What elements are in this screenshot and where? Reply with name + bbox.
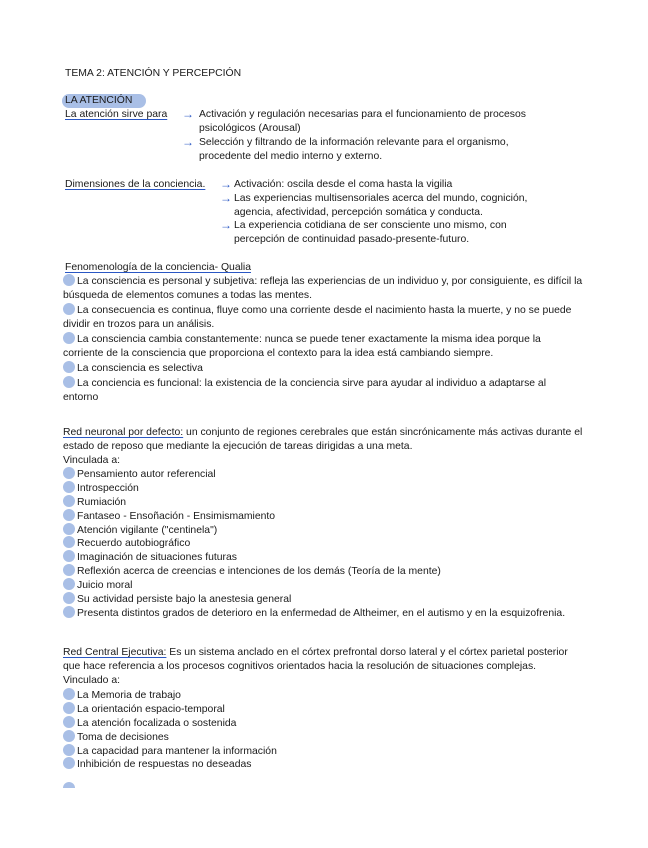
list-item: La Memoria de trabajo <box>63 688 277 702</box>
list-item: Su actividad persiste bajo la anestesia general <box>63 592 583 606</box>
bullet-icon <box>63 716 75 728</box>
bullet-icon <box>63 564 75 576</box>
bullet-icon <box>63 578 75 590</box>
arrow-icon: → <box>182 107 194 121</box>
bullet-icon <box>63 702 75 714</box>
red-ejecutiva-list <box>63 688 277 771</box>
atencion-label: La atención sirve para <box>65 109 168 120</box>
bullet-icon <box>63 376 75 388</box>
bullet-icon <box>63 730 75 742</box>
vinculada-label: Vinculada a: <box>63 455 121 466</box>
list-item: Fantaseo - Ensoñación - Ensimismamiento <box>63 509 583 523</box>
arrow-icon: → <box>220 191 232 205</box>
list-item: Pensamiento autor referencial <box>63 467 583 481</box>
list-item: La capacidad para mantener la información <box>63 744 277 758</box>
arrow-icon: → <box>220 177 232 191</box>
bullet-icon <box>63 757 75 769</box>
atencion-item-2: Selección y filtrando de la información relevante para el organismo, procedente del medio interno y externo. <box>199 137 509 162</box>
bullet-icon <box>63 782 75 788</box>
list-item: La conciencia es funcional: la existencia de la conciencia sirve para ayudar al individuo a adaptarse al entorno <box>63 378 547 403</box>
list-item: Recuerdo autobiográfico <box>63 536 583 550</box>
list-item: La consecuencia es continua, fluye como una corriente desde el nacimiento hasta la muerte, y no se puede dividir en trozos para un análisis. <box>63 305 572 330</box>
bullet-icon <box>63 536 75 548</box>
bullet-icon <box>63 332 75 344</box>
dimensiones-item-1: Activación: oscila desde el coma hasta la vigilia <box>234 179 453 190</box>
bullet-icon <box>63 303 75 315</box>
red-ejecutiva-paragraph: Red Central Ejecutiva: Es un sistema anclado en el córtex prefrontal dorso lateral y el córtex parietal posterior que hace referencia a los procesos cognitivos orientados hacia la resolución de situaciones complejas. Vinculado a: <box>63 647 568 686</box>
bullet-icon <box>63 495 75 507</box>
bullet-icon <box>63 361 75 373</box>
bullet-icon <box>63 606 75 618</box>
arrow-icon: → <box>182 135 194 149</box>
list-item: Reflexión acerca de creencias e intenciones de los demás (Teoría de la mente) <box>63 564 583 578</box>
bullet-icon <box>63 744 75 756</box>
list-item: Rumiación <box>63 495 583 509</box>
bullet-icon <box>63 274 75 286</box>
atencion-item-1: Activación y regulación necesarias para el funcionamiento de procesos psicológicos (Arousal) <box>199 109 526 134</box>
red-defecto-label: Red neuronal por defecto: <box>63 427 184 438</box>
section-heading-atencion: LA ATENCIÓN <box>62 94 146 108</box>
bullet-icon <box>63 467 75 479</box>
bullet-icon <box>63 550 75 562</box>
list-item: La consciencia cambia constantemente: nunca se puede tener exactamente la misma idea porque la corriente de la consciencia que proporciona el contexto para la idea está cambiando siempre. <box>63 334 541 359</box>
list-item: Presenta distintos grados de deterioro en la enfermedad de Altheimer, en el autismo y en la esquizofrenia. <box>63 606 583 621</box>
list-item: Introspección <box>63 481 583 495</box>
page-title: TEMA 2: ATENCIÓN Y PERCEPCIÓN <box>65 68 242 79</box>
list-item: Juicio moral <box>63 578 583 592</box>
bullet-icon <box>63 592 75 604</box>
red-defecto-paragraph: Red neuronal por defecto: un conjunto de regiones cerebrales que están sincrónicamente más activas durante el estado de reposo que mediante la ejecución de tareas dirigidas a una meta. Vinculada a: <box>63 427 583 466</box>
bullet-icon <box>63 688 75 700</box>
list-item: Toma de decisiones <box>63 730 277 744</box>
red-defecto-list <box>63 467 583 621</box>
dimensiones-item-2: Las experiencias multisensoriales acerca del mundo, cognición, agencia, afectividad, percepción somática y conducta. <box>234 193 528 218</box>
list-item: Inhibición de respuestas no deseadas <box>63 757 277 771</box>
list-item: La consciencia es personal y subjetiva: refleja las experiencias de un individuo y, por consiguiente, es difícil la búsqueda de elementos comunes a todas las mentes. <box>63 276 583 301</box>
bullet-icon <box>63 509 75 521</box>
dimensiones-item-3: La experiencia cotidiana de ser consciente uno mismo, con percepción de continuidad pasado-presente-futuro. <box>234 220 507 245</box>
bullet-icon <box>63 481 75 493</box>
red-ejecutiva-label: Red Central Ejecutiva: <box>63 647 167 658</box>
list-item: Imaginación de situaciones futuras <box>63 550 583 564</box>
fenomenologia-list <box>63 274 583 405</box>
list-item: La consciencia es selectiva <box>63 361 583 376</box>
fenomenologia-label: Fenomenología de la conciencia- Qualia <box>65 262 251 273</box>
arrow-icon: → <box>220 218 232 232</box>
list-item: La orientación espacio-temporal <box>63 702 277 716</box>
list-item: Atención vigilante ("centinela") <box>63 523 583 537</box>
bullet-icon <box>63 523 75 535</box>
list-item: La atención focalizada o sostenida <box>63 716 277 730</box>
dimensiones-label: Dimensiones de la conciencia. <box>65 179 206 190</box>
